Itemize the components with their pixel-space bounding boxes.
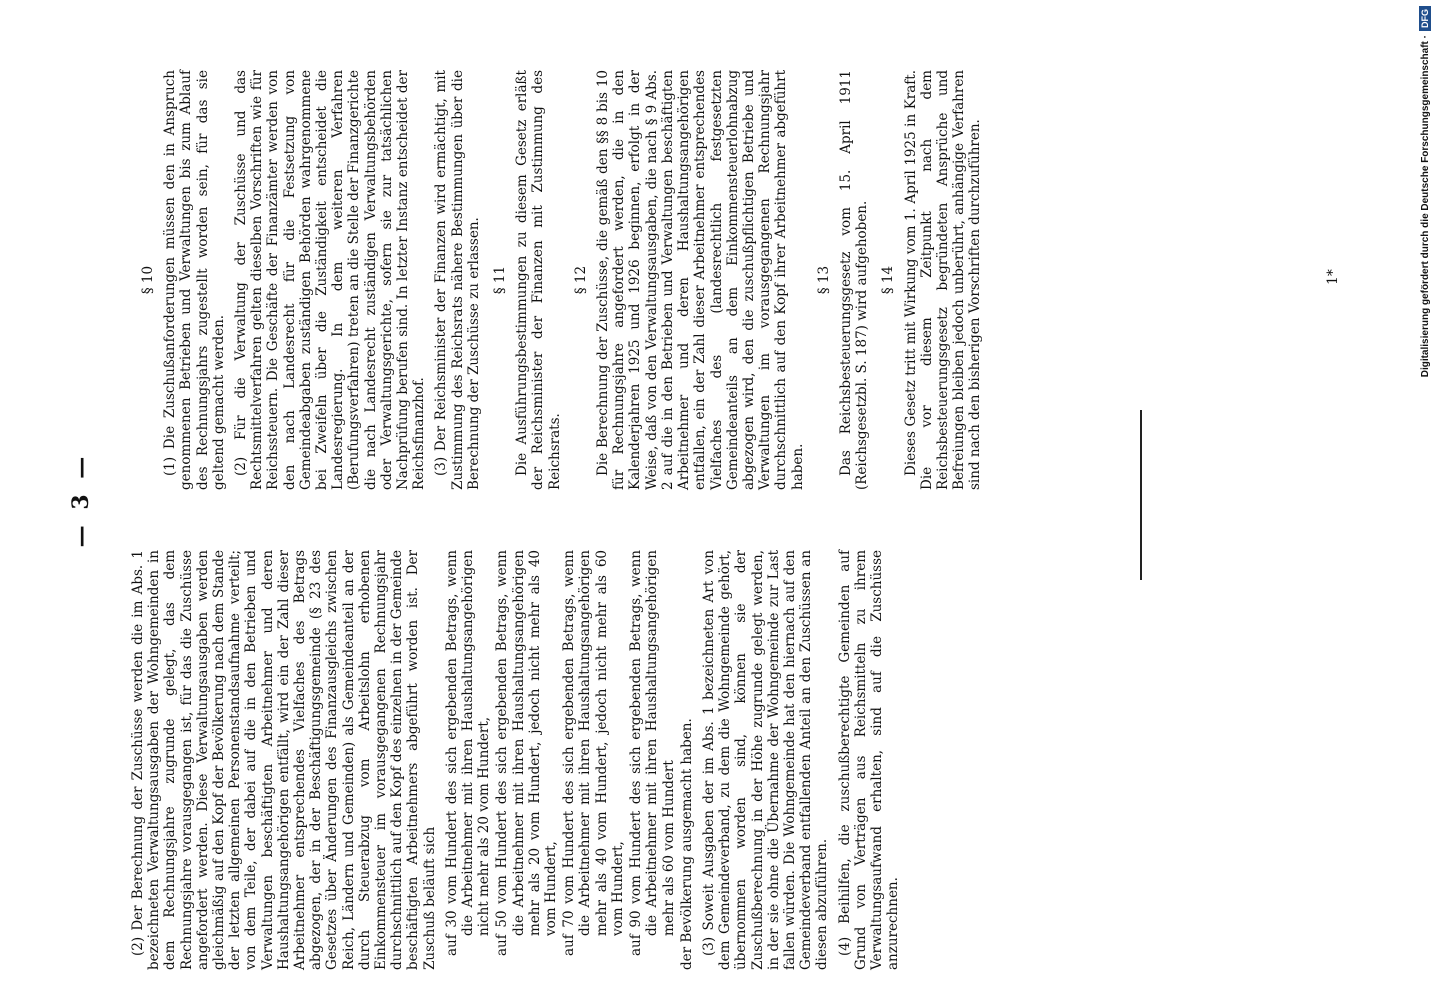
- list-item: auf 30 vom Hundert des sich ergebenden Betrags, wenn die Arbeitnehmer mit ihren Haushaltungsangehörigen nicht mehr als 20 vom Hundert,: [443, 550, 493, 956]
- funding-note: [1418, 6, 1434, 996]
- section-heading: § 11: [492, 265, 509, 295]
- paragraph: der Bevölkerung ausgemacht haben.: [678, 718, 695, 970]
- paragraph: (2) Für die Verwaltung der Zuschüsse und das Rechtsmittelverfahren gelten dieselben Vorschriften wie für Reichssteuern. Die Geschäfte der Finanzämter werden von den nach Landesrecht für die Festsetzung von Gemeindeabgaben zuständigen Behörden wahrgenommene bei Zweifeln über die Zuständigkeit entscheidet die Landesregierung. In dem weiteren Verfahren (Berufungsverfahren) treten an die Stelle der Finanzgerichte die nach Landesrecht zuständigen Verwaltungsbehörden oder Verwaltungsgerichte, sofern sie zur tatsächlichen Nachprüfung berufen sind. In letzter Instanz entscheidet der Reichsfinanzhof.: [233, 70, 428, 490]
- page-number: — 3 —: [68, 452, 94, 548]
- paragraph: Die Ausführungsbestimmungen zu diesem Gesetz erläßt der Reichsminister der Finanzen mit Zustimmung des Reichsrats.: [514, 70, 563, 490]
- paragraph: (1) Die Zuschußanforderungen müssen den in Anspruch genommenen Betrieben und Verwaltungen bis zum Ablauf des Rechnungsjahrs zugestellt worden sein, für das sie geltend gemacht werden.: [162, 70, 227, 490]
- section-heading: § 13: [815, 265, 832, 295]
- section-heading: § 14: [880, 265, 897, 295]
- section-heading: § 10: [140, 265, 156, 295]
- signature-mark: 1*: [1325, 269, 1341, 285]
- left-column: [130, 550, 907, 970]
- paragraph: Die Berechnung der Zuschüsse, die gemäß den §§ 8 bis 10 für Rechnungsjahre angefordert werden, die in den Kalenderjahren 1925 und 1926 beginnen, erfolgt in der Weise, daß von den Verwaltungsausgaben, die nach § 9 Abs. 2 auf die in den Betrieben und Verwaltungen beschäftigten Arbeitnehmer und deren Haushaltungsangehörigen entfallen, ein der Zahl dieser Arbeitnehmer entsprechendes Vielfaches des (landesrechtlich festgesetzten Gemeindeanteils an dem Einkommensteuerlohnabzug abgezogen wird, den die zuschußpflichtigen Betriebe und Verwaltungen im vorausgegangenen Rechnungsjahr durchschnittlich auf den Kopf ihrer Arbeitnehmer abgeführt haben.: [595, 70, 806, 490]
- list-item: auf 90 vom Hundert des sich ergebenden Betrags, wenn die Arbeitnehmer mit ihren Haushaltungsangehörigen mehr als 60 vom Hundert: [628, 550, 677, 956]
- section-heading: § 12: [572, 265, 589, 295]
- scanned-page: [50, 0, 1350, 1000]
- divider-rule: [1140, 410, 1142, 580]
- right-column: [130, 70, 990, 490]
- funding-text: Digitalisierung gefördert durch die Deutsche Forschungsgemeinschaft ·: [1420, 35, 1431, 378]
- side-note: [1418, 6, 1434, 996]
- list-item: auf 70 vom Hundert des sich ergebenden Betrags, wenn die Arbeitnehmer mit ihren Haushaltungsangehörigen mehr als 40 vom Hundert, jedoch nicht mehr als 60 vom Hundert,: [561, 550, 626, 956]
- paragraph: (4) Beihilfen, die zuschußberechtigte Gemeinden auf Grund von Verträgen aus Reichsmitteln zu ihrem Verwaltungsaufwand erhalten, sind auf die Zuschüsse anzurechnen.: [836, 550, 902, 970]
- list-item: auf 50 vom Hundert des sich ergebenden Betrags, wenn die Arbeitnehmer mit ihren Haushaltungsangehörigen mehr als 20 vom Hundert, jedoch nicht mehr als 40 vom Hundert,: [494, 550, 560, 956]
- paragraph: (2) Der Berechnung der Zuschüsse werden die im Abs. 1 bezeichneten Verwaltungsausgaben der Wohngemeinden in dem Rechnungsjahre zugrunde gelegt, das dem Rechnungsjahre vorausgegangen ist, für das die Zuschüsse angefordert werden. Diese Verwaltungsausgaben werden gleichmäßig auf den Kopf der Bevölkerung nach dem Stande der letzten allgemeinen Personenstandsaufnahme verteilt; von dem Teile, der dabei auf die in den Betrieben und Verwaltungen beschäftigten Arbeitnehmer und deren Haushaltungsangehörigen entfällt, wird ein der Zahl dieser Arbeitnehmer entsprechendes Vielfaches des Betrags abgezogen, der in der Beschäftigungsgemeinde (§ 23 des Gesetzes über Änderungen des Finanzausgleichs zwischen Reich, Ländern und Gemeinden) als Gemeindeanteil an der durch Steuerabzug vom Arbeitslohn erhobenen Einkommensteuer im vorausgegangenen Rechnungsjahr durchschnittlich auf den Kopf des einzelnen in der Gemeinde beschäftigten Arbeitnehmers abgeführt worden ist. Der Zuschuß beläuft sich: [130, 550, 438, 970]
- paragraph: (3) Der Reichsminister der Finanzen wird ermächtigt, mit Zustimmung des Reichsrats nähere Bestimmungen über die Berechnung der Zuschüsse zu erlassen.: [433, 70, 482, 490]
- paragraph: Dieses Gesetz tritt mit Wirkung vom 1. April 1925 in Kraft. Die vor diesem Zeitpunkt nach dem Reichsbesteuerungsgesetz begründeten Ansprüche und Befreiungen bleiben jedoch unberührt, anhängige Verfahren sind nach den bisherigen Vorschriften durchzuführen.: [902, 70, 984, 490]
- dfg-logo: DFG: [1419, 6, 1431, 31]
- paragraph: (3) Soweit Ausgaben der im Abs. 1 bezeichneten Art von dem Gemeindeverband, zu dem die Wohngemeinde gehört, übernommen worden sind, können sie der Zuschußberechnung in der Höhe zugrunde gelegt werden, in der sie ohne die Übernahme der Wohngemeinde zur Last fallen würden. Die Wohngemeinde hat den hiernach auf den Gemeindeverband entfallenden Anteil an den Zuschüssen an diesen abzuführen.: [700, 550, 831, 970]
- paragraph: Das Reichsbesteuerungsgesetz vom 15. April 1911 (Reichsgesetzbl. S. 187) wird aufgehoben.: [837, 70, 871, 490]
